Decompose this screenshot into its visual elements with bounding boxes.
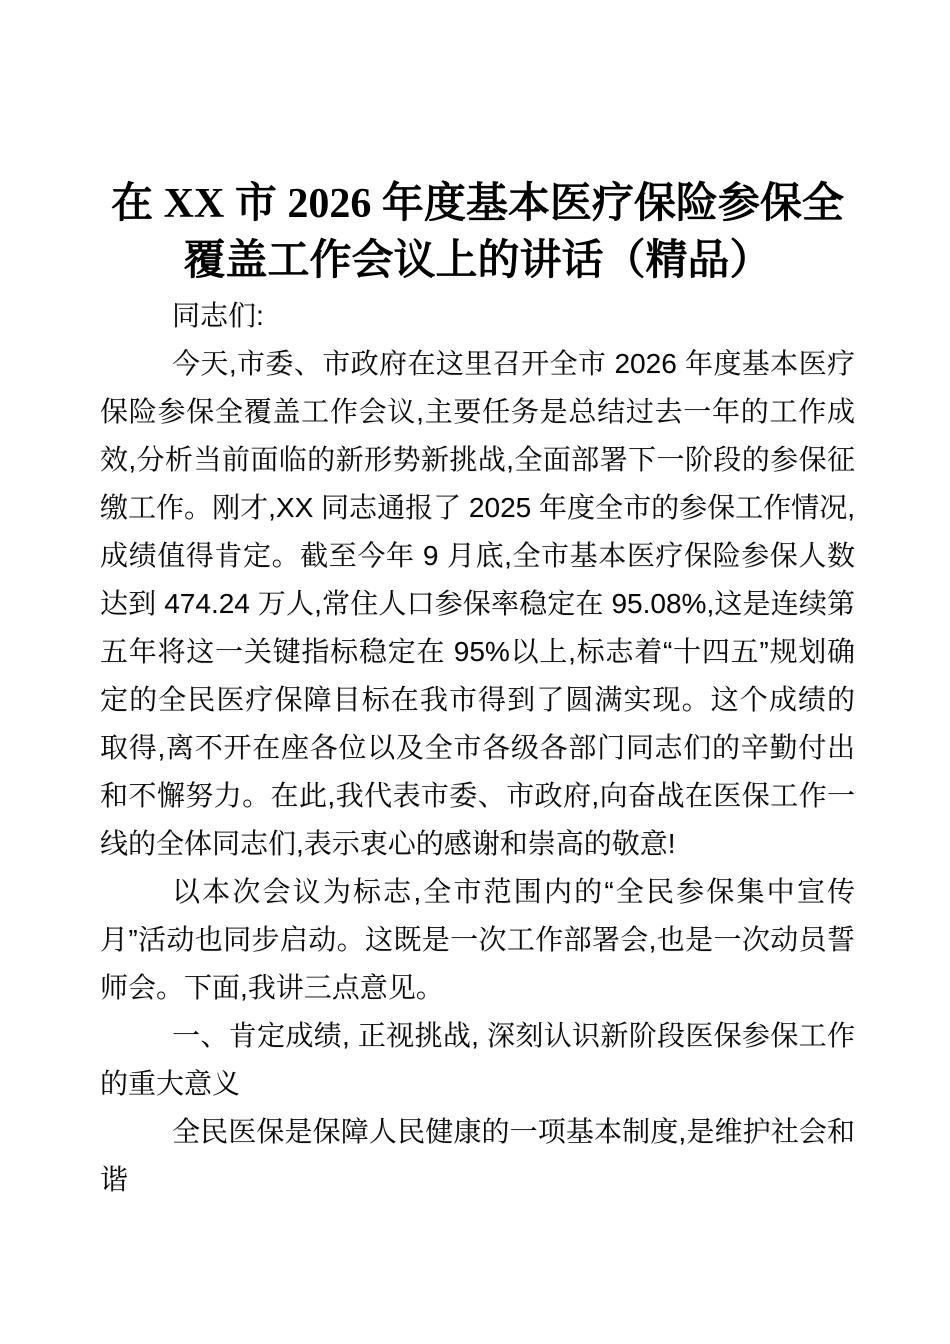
body-paragraph-2: 以本次会议为标志,全市范围内的“全民参保集中宣传月”活动也同步启动。这既是一次工作部署会,也是一次动员誓师会。下面,我讲三点意见。 bbox=[100, 876, 855, 1003]
body-paragraph-1: 今天,市委、市政府在这里召开全市 2026 年度基本医疗保险参保全覆盖工作会议,主要任务是总结过去一年的工作成效,分析当前面临的新形势新挑战,全面部署下一阶段的参保征缴工作。刚才,XX 同志通报了 2025 年度全市的参保工作情况,成绩值得肯定。截至今年 9 月底,全市基本医疗保险参保人数达到 474.24 万人,常住人口参保率稳定在 95.08%,这是连续第五年将这一关键指标稳定在 95%以上,标志着“十四五”规划确定的全民医疗保障目标在我市得到了圆满实现。这个成绩的取得,离不开在座各位以及全市各级各部门同志们的辛勤付出和不懈努力。在此,我代表市委、市政府,向奋战在医保工作一线的全体同志们,表示衷心的感谢和崇高的敬意! bbox=[100, 348, 855, 859]
section-heading-1: 一、肯定成绩, 正视挑战, 深刻认识新阶段医保参保工作的重大意义 bbox=[100, 1020, 855, 1099]
salutation-paragraph: 同志们: bbox=[172, 300, 264, 331]
body-paragraph-3: 全民医保是保障人民健康的一项基本制度,是维护社会和谐 bbox=[100, 1116, 855, 1195]
document-title: 在 XX 市 2026 年度基本医疗保险参保全覆盖工作会议上的讲话（精品） bbox=[111, 181, 844, 284]
